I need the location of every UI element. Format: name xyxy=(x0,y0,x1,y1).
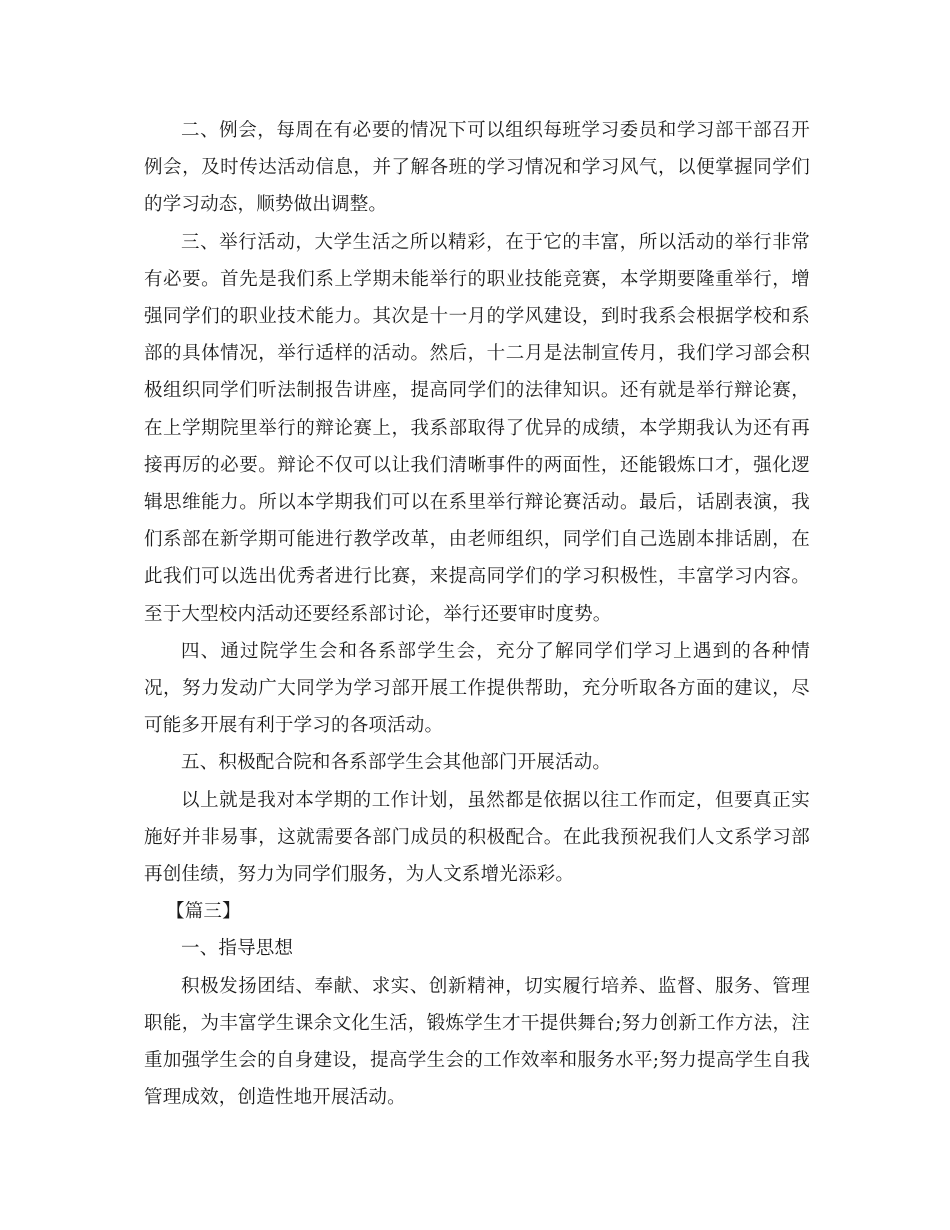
subheading-guiding-principle: 一、指导思想 xyxy=(181,938,294,960)
paragraph-guiding-principle: 积极发扬团结、奉献、求实、创新精神，切实履行培养、监督、服务、管理职能，为丰富学生课余文化生活，锻炼学生才干提供舞台;努力创新工作方法，注重加强学生会的自身建设，提高学生会的工作效率和服务水平;努力提高学生自我管理成效，创造性地开展活动。 xyxy=(144,975,810,1109)
paragraph-cooperation: 五、积极配合院和各系部学生会其他部门开展活动。 xyxy=(181,752,612,774)
section-heading: 【篇三】 xyxy=(166,901,241,923)
paragraph-student-union: 四、通过院学生会和各系部学生会，充分了解同学们学习上遇到的各种情况，努力发动广大同学为学习部开展工作提供帮助，充分听取各方面的建议，尽可能多开展有利于学习的各项活动。 xyxy=(144,640,810,737)
paragraph-conclusion: 以上就是我对本学期的工作计划，虽然都是依据以往工作而定，但要真正实施好并非易事，这就需要各部门成员的积极配合。在此我预祝我们人文系学习部再创佳绩，努力为同学们服务，为人文系增光添彩。 xyxy=(144,789,810,886)
paragraph-meeting: 二、例会，每周在有必要的情况下可以组织每班学习委员和学习部干部召开例会，及时传达活动信息，并了解各班的学习情况和学习风气，以便掌握同学们的学习动态，顺势做出调整。 xyxy=(144,120,810,216)
paragraph-activities: 三、举行活动，大学生活之所以精彩，在于它的丰富，所以活动的举行非常有必要。首先是我们系上学期未能举行的职业技能竞赛，本学期要隆重举行，增强同学们的职业技术能力。其次是十一月的学风建设，到时我系会根据学校和系部的具体情况，举行适样的活动。然后，十二月是法制宣传月，我们学习部会积极组织同学们听法制报告讲座，提高同学们的法律知识。还有就是举行辩论赛，在上学期院里举行的辩论赛上，我系部取得了优异的成绩，本学期我认为还有再接再厉的必要。辩论不仅可以让我们清晰事件的两面性，还能锻炼口才，强化逻辑思维能力。所以本学期我们可以在系里举行辩论赛活动。最后，话剧表演，我们系部在新学期可能进行教学改革，由老师组织，同学们自己选剧本排话剧，在此我们可以选出优秀者进行比赛，来提高同学们的学习积极性，丰富学习内容。至于大型校内活动还要经系部讨论，举行还要审时度势。 xyxy=(144,231,810,625)
document-body xyxy=(144,112,810,1116)
